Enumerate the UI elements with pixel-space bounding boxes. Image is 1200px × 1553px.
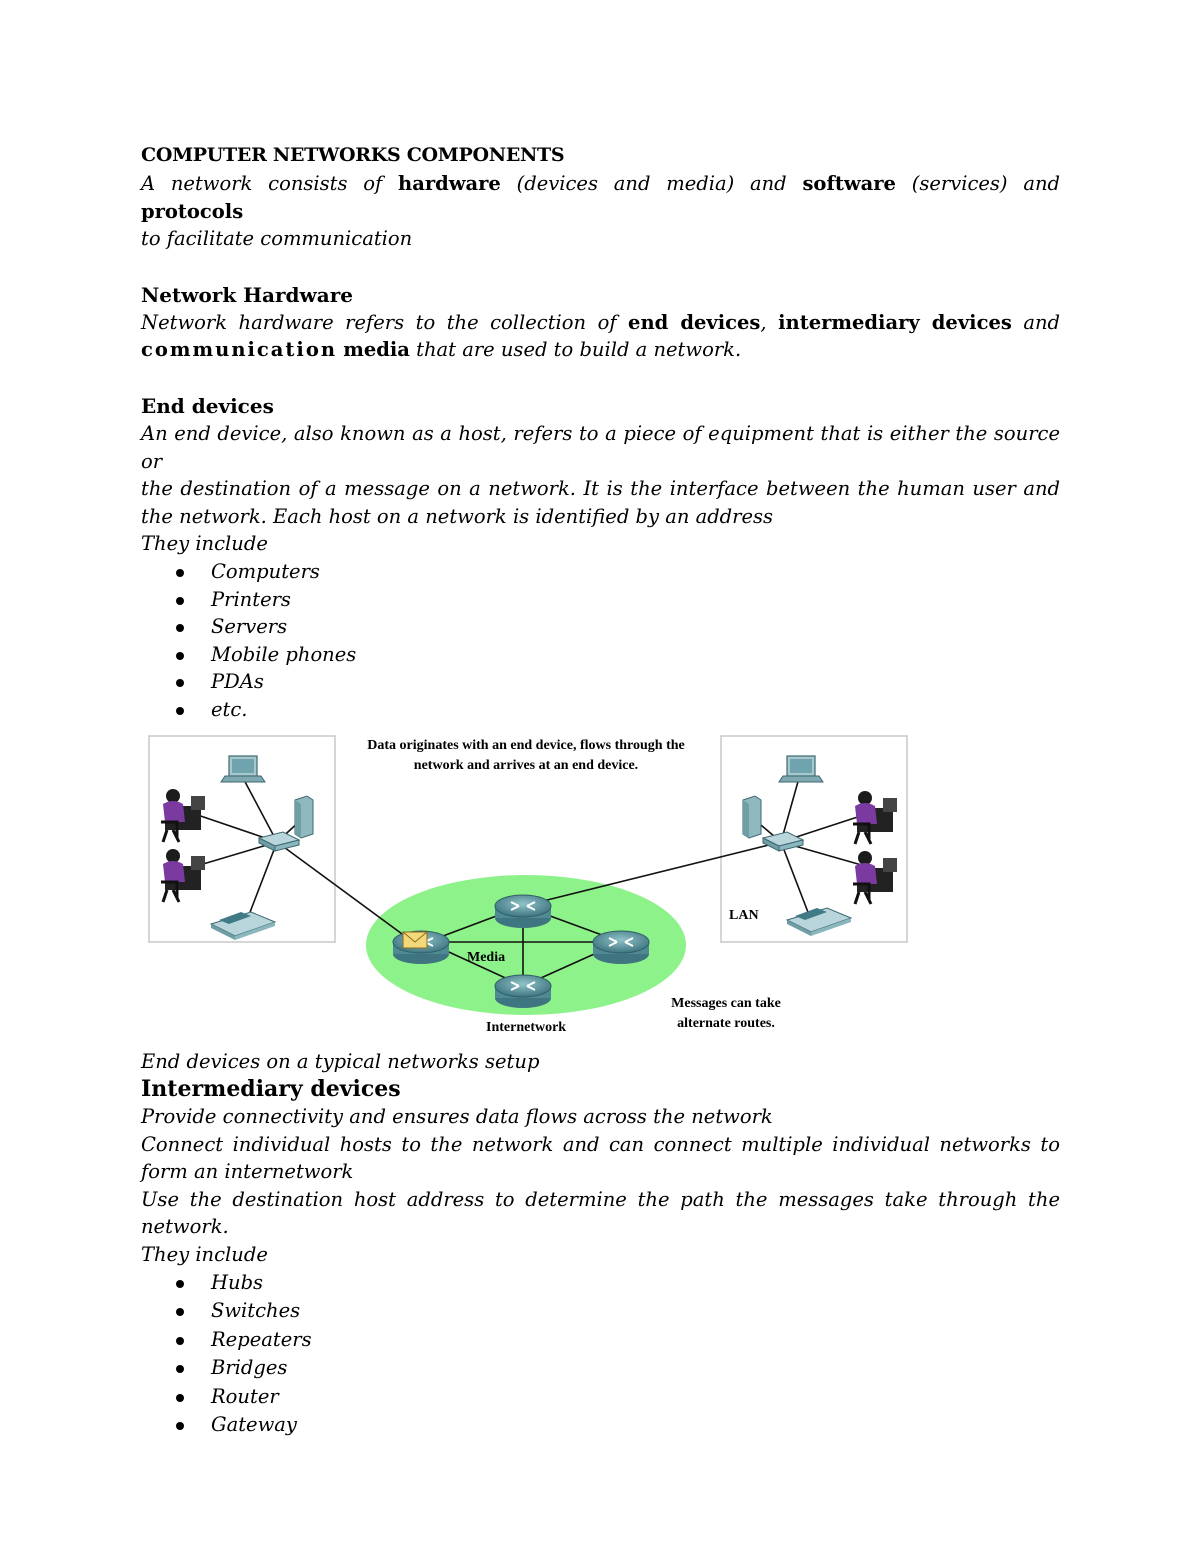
list-item: Repeaters [141, 1326, 1060, 1355]
intermediary-line-2: Connect individual hosts to the network and can connect multiple individual networks to [141, 1132, 1060, 1156]
network-hardware-line-1: Network hardware refers to the collection of end devices, intermediary devices and [141, 310, 1061, 334]
end-devices-list [141, 558, 1060, 724]
lan-label: LAN [729, 907, 759, 923]
document-title: COMPUTER NETWORKS COMPONENTS [141, 144, 565, 166]
intermediary-line-5: network. [141, 1215, 229, 1239]
protocols-term: protocols [141, 199, 244, 223]
envelope-router [393, 931, 449, 964]
list-item: etc. [141, 696, 1060, 724]
end-devices-line-1: An end device, also known as a host, refers to a piece of equipment that is either the source or [141, 421, 1060, 473]
intermediary-line-3: form an internetwork [141, 1160, 354, 1184]
list-item: Bridges [141, 1354, 1060, 1383]
end-devices-line-2: the destination of a message on a network. It is the interface between the human user and [141, 477, 1060, 501]
intro-line-1: A network consists of hardware (devices and media) and software (services) and protocols [141, 172, 1060, 223]
document-page [141, 140, 1060, 1440]
network-hardware-heading: Network Hardware [141, 282, 353, 307]
alternate-routes-label: Messages can take alternate routes. [671, 995, 781, 1031]
list-item: Mobile phones [141, 641, 1060, 669]
list-item: Printers [141, 586, 1060, 614]
list-item: Hubs [141, 1269, 1060, 1298]
hardware-term: hardware [398, 172, 501, 195]
list-item: Computers [141, 558, 1060, 586]
intermediary-devices-heading: Intermediary devices [141, 1076, 401, 1103]
communication-term: communication [141, 338, 338, 362]
list-item: Servers [141, 613, 1060, 641]
media-term: media [343, 338, 410, 362]
figure-caption: End devices on a typical networks setup [141, 1049, 540, 1073]
intermediary-line-4: Use the destination host address to determine the path the messages take through the [141, 1187, 1060, 1211]
intermediary-include: They include [141, 1243, 268, 1267]
list-item: Gateway [141, 1411, 1060, 1440]
list-item: Router [141, 1383, 1060, 1412]
intermediary-line-1: Provide connectivity and ensures data flows across the network [141, 1105, 773, 1129]
intro-line-2: to facilitate communication [141, 227, 413, 251]
intermediary-devices-term: intermediary devices [778, 310, 1012, 334]
end-devices-line-3: the network. Each host on a network is identified by an address [141, 504, 774, 528]
end-devices-include: They include [141, 532, 268, 556]
network-diagram [141, 728, 1060, 1048]
list-item: PDAs [141, 668, 1060, 696]
intermediary-devices-list [141, 1269, 1060, 1440]
network-hardware-line-2: communication media that are used to build a network. [141, 338, 742, 362]
list-item: Switches [141, 1297, 1060, 1326]
media-label: Media [467, 949, 506, 965]
end-devices-heading: End devices [141, 393, 274, 418]
diagram-top-caption: Data originates with an end device, flows through the network and arrives at an end device. [367, 737, 685, 773]
network-diagram-drawing [141, 728, 1060, 1048]
end-devices-term: end devices [628, 310, 761, 334]
software-term: software [802, 172, 896, 195]
internetwork-label: Internetwork [486, 1019, 567, 1035]
